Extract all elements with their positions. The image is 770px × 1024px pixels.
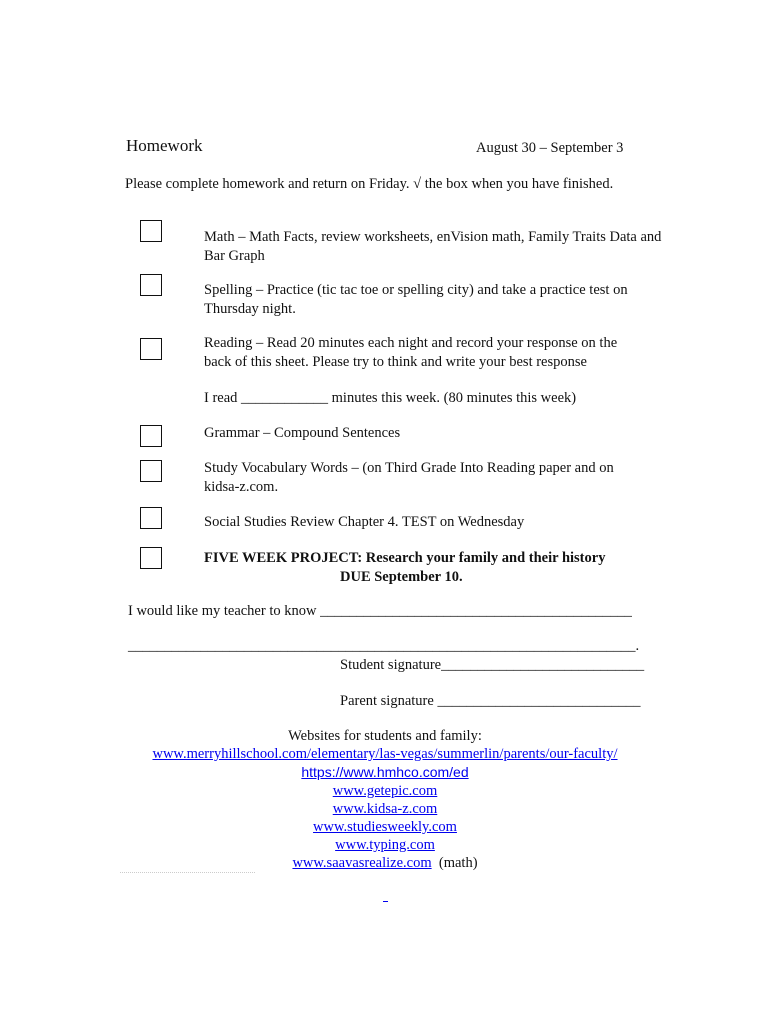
link-typing[interactable]: www.typing.com (335, 837, 435, 853)
checkbox-reading[interactable] (140, 338, 162, 360)
task-spelling: Spelling – Practice (tic tac toe or spelling city) and take a practice test on Thursday night. (204, 282, 628, 317)
reading-log: I read ____________ minutes this week. (80 minutes this week) (204, 390, 577, 406)
teacher-note: I would like my teacher to know ___________________________________________ (128, 603, 632, 619)
task-social-studies: Social Studies Review Chapter 4. TEST on Wednesday (204, 514, 525, 530)
link-kidsa-z[interactable]: www.kidsa-z.com (332, 801, 438, 817)
checkbox-grammar[interactable] (140, 425, 162, 447)
faint-divider (120, 872, 255, 874)
empty-link-underline (383, 901, 388, 902)
websites-heading: Websites for students and family: (288, 728, 482, 744)
project-title: FIVE WEEK PROJECT: Research your family and their history (204, 550, 606, 566)
task-grammar: Grammar – Compound Sentences (204, 425, 401, 441)
checkbox-math[interactable] (140, 220, 162, 242)
checkbox-social-studies[interactable] (140, 507, 162, 529)
page-title: Homework (126, 136, 203, 155)
link-getepic[interactable]: www.getepic.com (332, 783, 438, 799)
instructions: Please complete homework and return on Friday. √ the box when you have finished. (125, 176, 614, 192)
math-note: (math) (438, 855, 478, 871)
link-merryhill[interactable]: www.merryhillschool.com/elementary/las-vegas/summerlin/parents/our-faculty/ (152, 746, 618, 762)
websites-section (110, 727, 660, 872)
task-math: Math – Math Facts, review worksheets, enVision math, Family Traits Data and Bar Graph (204, 229, 662, 264)
task-reading: Reading – Read 20 minutes each night and record your response on the back of this sheet. Please try to think and write your best response (204, 335, 618, 370)
link-saavasrealize[interactable]: www.saavasrealize.com (292, 855, 432, 871)
student-signature: Student signature____________________________ (340, 657, 645, 673)
checkbox-vocabulary[interactable] (140, 460, 162, 482)
link-hmhco[interactable]: https://www.hmhco.com/ed (301, 764, 469, 780)
parent-signature: Parent signature ____________________________ (340, 693, 641, 709)
checkbox-project[interactable] (140, 547, 162, 569)
link-studiesweekly[interactable]: www.studiesweekly.com (313, 819, 457, 835)
project-due: DUE September 10. (340, 569, 463, 585)
checkbox-spelling[interactable] (140, 274, 162, 296)
task-vocabulary: Study Vocabulary Words – (on Third Grade Into Reading paper and on kidsa-z.com. (204, 460, 614, 495)
date-range: August 30 – September 3 (476, 140, 624, 156)
teacher-note-line: ______________________________________________________________________. (128, 638, 640, 654)
